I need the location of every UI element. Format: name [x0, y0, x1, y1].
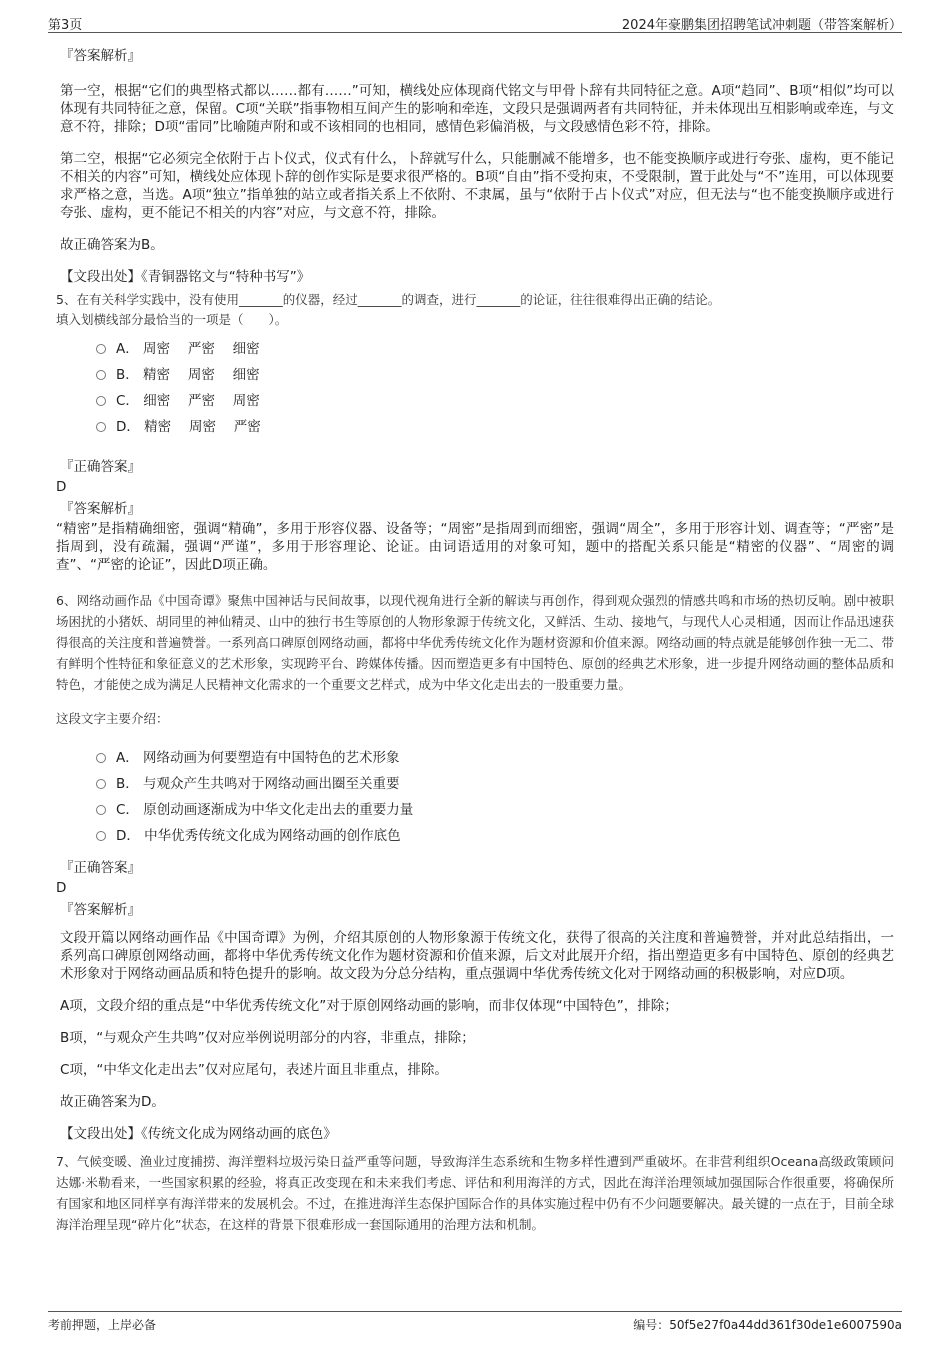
page-number: 第3页 — [48, 18, 83, 33]
document-title: 2024年豪鹏集团招聘笔试冲刺题（带答案解析） — [621, 18, 902, 33]
q5-option-a[interactable] — [96, 336, 894, 362]
q6-analysis-para3: B项，“与观众产生共鸣”仅对应举例说明部分的内容，非重点，排除； — [60, 1030, 475, 1046]
q4-analysis-para1: 第一空，根据“它们的典型格式都以……都有……”可知，横线处应体现商代铭文与甲骨卜辞有共同特征之意。A项“趋同”、B项“相似”均可以体现有共同特征之意，保留。C项“关联”指事物相互间产生的影响和牵连，文段只是强调两者有共同特征，并未体现出互相影响或牵连，与文意不符，排除；D项“雷同”比喻随声附和或不该相同的也相同，感情色彩偏消极，与文段感情色彩不符，排除。 — [60, 83, 894, 135]
q4-analysis-para2: 第二空，根据“它必须完全依附于占卜仪式，仪式有什么，卜辞就写什么，只能删减不能增多，也不能变换顺序或进行夸张、虚构，更不能记不相关的内容”可知，横线处应体现卜辞的创作实际是要求很严格的。B项“自由”指不受拘束，不受限制，置于此处与“不”连用，可以体现要求严格之意，当选。A项“独立”指单独的站立或者指关系上不依附、不隶属，虽与“依附于占卜仪式”对应，但无法与“也不能变换顺序或进行夸张、虚构，更不能记不相关的内容”对应，与文意不符，排除。 — [60, 151, 894, 221]
q5-analysis: “精密”是指精确细密，强调“精确”，多用于形容仪器、设备等；“周密”是指周到而细密，强调“周全”，多用于形容计划、调查等；“严密”是指周到，没有疏漏，强调“严谨”，多用于形容理论、论证。由词语适用的对象可知，题中的搭配关系只能是“精密的仪器”、“周密的调查”、“严密的论证”，因此D项正确。 — [56, 521, 894, 573]
option-label: A． 周密 严密 细密 — [116, 341, 260, 357]
radio-icon[interactable] — [96, 422, 106, 432]
radio-icon[interactable] — [96, 370, 106, 380]
q4-conclusion: 故正确答案为B。 — [60, 237, 164, 253]
document-body — [56, 46, 894, 1241]
q6-analysis-para4: C项，“中华文化走出去”仅对应尾句，表述片面且非重点，排除。 — [60, 1062, 448, 1078]
q5-answer: D — [56, 479, 67, 495]
q6-analysis-label: 『答案解析』 — [60, 902, 141, 918]
q6-option-b[interactable] — [96, 771, 894, 797]
q5-stem-line2: 填入划横线部分最恰当的一项是（ ）。 — [56, 312, 288, 327]
q4-source: 【文段出处】《青铜器铭文与“特种书写”》 — [60, 269, 311, 285]
q6-answer: D — [56, 880, 67, 896]
q6-analysis-para2: A项，文段介绍的重点是“中华优秀传统文化”对于原创网络动画的影响，而非仅体现“中国特色”，排除； — [60, 998, 678, 1014]
document-id: 编号：50f5e27f0a44dd361f30de1e6007590a — [633, 1318, 902, 1332]
q6-stem: 6、网络动画作品《中国奇谭》聚焦中国神话与民间故事，以现代视角进行全新的解读与再创作，得到观众强烈的情感共鸣和市场的热切反响。剧中被职场困扰的小猪妖、胡同里的神仙精灵、山中的独行书生等原创的人物形象源于传统文化，又鲜活、生动、接地气，与现代人心灵相通，因而让作品迅速获得很高的关注度和普遍赞誉。一系列高口碑原创网络动画，都将中华优秀传统文化作为题材资源和价值来源。网络动画的特点就是能够创作独一无二、带有鲜明个性特征和象征意义的艺术形象，实现跨平台、跨媒体传播。因而塑造更多有中国特色、原创的经典艺术形象，进一步提升网络动画的整体品质和特色，才能使之成为满足人民精神文化需求的一个重要文艺样式，成为中华文化走出去的一股重要力量。 — [56, 593, 894, 692]
option-label: D． 精密 周密 严密 — [116, 419, 261, 435]
q6-option-d[interactable] — [96, 823, 894, 849]
q5-analysis-label: 『答案解析』 — [60, 501, 141, 517]
option-label: B． 与观众产生共鸣对于网络动画出圈至关重要 — [116, 776, 400, 792]
option-label: C． 原创动画逐渐成为中华文化走出去的重要力量 — [116, 802, 414, 818]
q5-stem-line1: 5、在有关科学实践中，没有使用_______的仪器，经过_______的调查，进行_______的论证，往往很难得出正确的结论。 — [56, 292, 721, 307]
q6-option-c[interactable] — [96, 797, 894, 823]
q5-option-b[interactable] — [96, 362, 894, 388]
q6-conclusion: 故正确答案为D。 — [60, 1094, 165, 1110]
q5-options — [96, 336, 894, 440]
q4-analysis-label: 『答案解析』 — [60, 48, 141, 64]
radio-icon[interactable] — [96, 779, 106, 789]
q6-question: 这段文字主要介绍： — [56, 711, 169, 726]
q6-answer-label: 『正确答案』 — [60, 860, 141, 876]
radio-icon[interactable] — [96, 753, 106, 763]
q5-option-d[interactable] — [96, 414, 894, 440]
page-header — [48, 12, 902, 33]
radio-icon[interactable] — [96, 344, 106, 354]
q6-source: 【文段出处】《传统文化成为网络动画的底色》 — [60, 1126, 337, 1142]
q6-options — [96, 745, 894, 849]
option-label: A． 网络动画为何要塑造有中国特色的艺术形象 — [116, 750, 400, 766]
option-label: B． 精密 周密 细密 — [116, 367, 260, 383]
radio-icon[interactable] — [96, 396, 106, 406]
q5-option-c[interactable] — [96, 388, 894, 414]
q6-option-a[interactable] — [96, 745, 894, 771]
q6-analysis-para1: 文段开篇以网络动画作品《中国奇谭》为例，介绍其原创的人物形象源于传统文化，获得了很高的关注度和普遍赞誉，并对此总结指出，一系列高口碑原创网络动画，都将中华优秀传统文化作为题材资源和价值来源，后文对此展开介绍，指出塑造更多有中国特色、原创的经典艺术形象对于网络动画品质和特色提升的影响。故文段为分总分结构，重点强调中华优秀传统文化对于网络动画的积极影响，对应D项。 — [60, 930, 894, 982]
footer-slogan: 考前押题，上岸必备 — [48, 1318, 157, 1332]
q5-answer-label: 『正确答案』 — [60, 459, 141, 475]
q7-stem: 7、气候变暖、渔业过度捕捞、海洋塑料垃圾污染日益严重等问题，导致海洋生态系统和生物多样性遭到严重破坏。在非营利组织Oceana高级政策顾问达娜·米勒看来，一些国家积累的经验，将真正改变现在和未来我们考虑、评估和利用海洋的方式，因此在海洋治理领域加强国际合作很重要，将确保所有国家和地区同样享有海洋带来的发展机会。不过，在推进海洋生态保护国际合作的具体实施过程中仍有不少问题要解决。最关键的一点在于，目前全球海洋治理呈现“碎片化”状态，在这样的背景下很难形成一套国际通用的治理方法和机制。 — [56, 1154, 894, 1232]
option-label: D． 中华优秀传统文化成为网络动画的创作底色 — [116, 828, 401, 844]
radio-icon[interactable] — [96, 831, 106, 841]
option-label: C． 细密 严密 周密 — [116, 393, 260, 409]
radio-icon[interactable] — [96, 805, 106, 815]
page-footer — [48, 1311, 902, 1332]
